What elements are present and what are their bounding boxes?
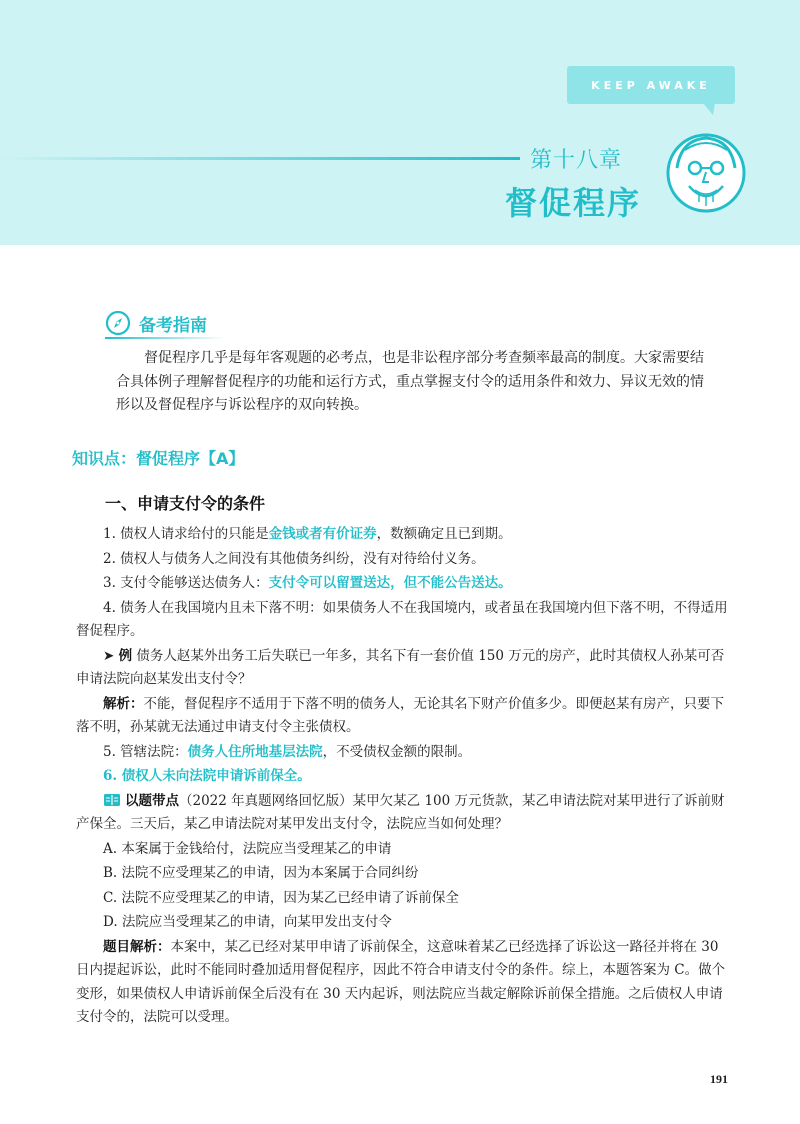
highlight-text: 金钱或者有价证券: [268, 526, 377, 542]
arrow-icon: ➤: [103, 647, 115, 664]
main-content: [76, 523, 736, 1031]
question-label: 以题带点: [125, 792, 179, 809]
speech-bubble-tail: [703, 103, 715, 115]
analysis-label: 解析：: [103, 695, 144, 712]
answer-label: 题目解析：: [103, 938, 171, 955]
item-4: 4. 债务人在我国境内且未下落不明：如果债务人不在我国境内，或者虽在我国境内但下落不明，不得适用督促程序。: [76, 599, 728, 639]
book-icon: [103, 793, 121, 807]
knowledge-point-title: 知识点：督促程序【A】: [72, 449, 245, 468]
item-3: 3. 支付令能够送达债务人：支付令可以留置送达，但不能公告送达。: [103, 575, 512, 591]
guide-underline: [105, 337, 225, 339]
analysis: 解析：不能，督促程序不适用于下落不明的债务人，无论其名下财产价值多少。即便赵某有房产，只要下落不明，孙某就无法通过申请支付令主张债权。: [76, 695, 724, 735]
scholar-mascot-icon: [665, 128, 747, 218]
item-6: 6. 债权人未向法院申请诉前保全。: [103, 768, 311, 784]
option-c: C. 法院不应受理某乙的申请，因为某乙已经申请了诉前保全: [103, 889, 459, 906]
answer-analysis: 题目解析：本案中，某乙已经对某甲申请了诉前保全，这意味着某乙已经选择了诉讼这一路径并将在 30 日内提起诉讼，此时不能同时叠加适用督促程序，因此不符合申请支付令的条件。综上，本题答案为 C。做个变形，如果债权人申请诉前保全后没有在 30 天内起诉，则法院应当裁定解除诉前保全措施。之后债权人申请支付令的，法院可以受理。: [76, 938, 726, 1025]
highlight-text: 支付令可以留置送达，但不能公告送达。: [268, 575, 512, 591]
study-guide-title: 备考指南: [139, 315, 207, 336]
highlight-text: 债务人住所地基层法院: [187, 743, 323, 760]
option-b: B. 法院不应受理某乙的申请，因为本案属于合同纠纷: [103, 865, 419, 881]
item-1: 1. 债权人请求给付的只能是金钱或者有价证券，数额确定且已到期。: [103, 526, 512, 542]
keep-awake-tag: KEEP AWAKE: [567, 66, 735, 104]
option-a: A. 本案属于金钱给付，法院应当受理某乙的申请: [103, 840, 392, 857]
question-stem: 以题带点（2022 年真题网络回忆版）某甲欠某乙 100 万元货款，某乙申请法院对某甲进行了诉前财产保全。三天后，某乙申请法院对某甲发出支付令，法院应当如何处理？: [76, 792, 725, 832]
page-number: 191: [710, 1072, 728, 1086]
compass-icon: [105, 310, 131, 336]
section-title: 一、申请支付令的条件: [105, 494, 266, 513]
study-guide-heading: [105, 310, 207, 336]
study-guide-text: 督促程序几乎是每年客观题的必考点，也是非讼程序部分考查频率最高的制度。大家需要结合具体例子理解督促程序的功能和运行方式，重点掌握支付令的适用条件和效力、异议无效的情形以及督促程序与诉讼程序的双向转换。: [116, 350, 704, 413]
item-5: 5. 管辖法院：债务人住所地基层法院，不受债权金额的限制。: [103, 743, 472, 760]
example-label: 例: [118, 647, 133, 664]
chapter-number: 第十八章: [530, 148, 623, 173]
banner-divider: [0, 157, 520, 160]
example: ➤ 例 债务人赵某外出务工后失联已一年多，其名下有一套价值 150 万元的房产，此时其债权人孙某可否申请法院向赵某发出支付令？: [76, 647, 725, 687]
chapter-title: 督促程序: [505, 184, 642, 222]
option-d: D. 法院应当受理某乙的申请，向某甲发出支付令: [103, 914, 392, 930]
item-2: 2. 债权人与债务人之间没有其他债务纠纷，没有对待给付义务。: [103, 550, 485, 567]
